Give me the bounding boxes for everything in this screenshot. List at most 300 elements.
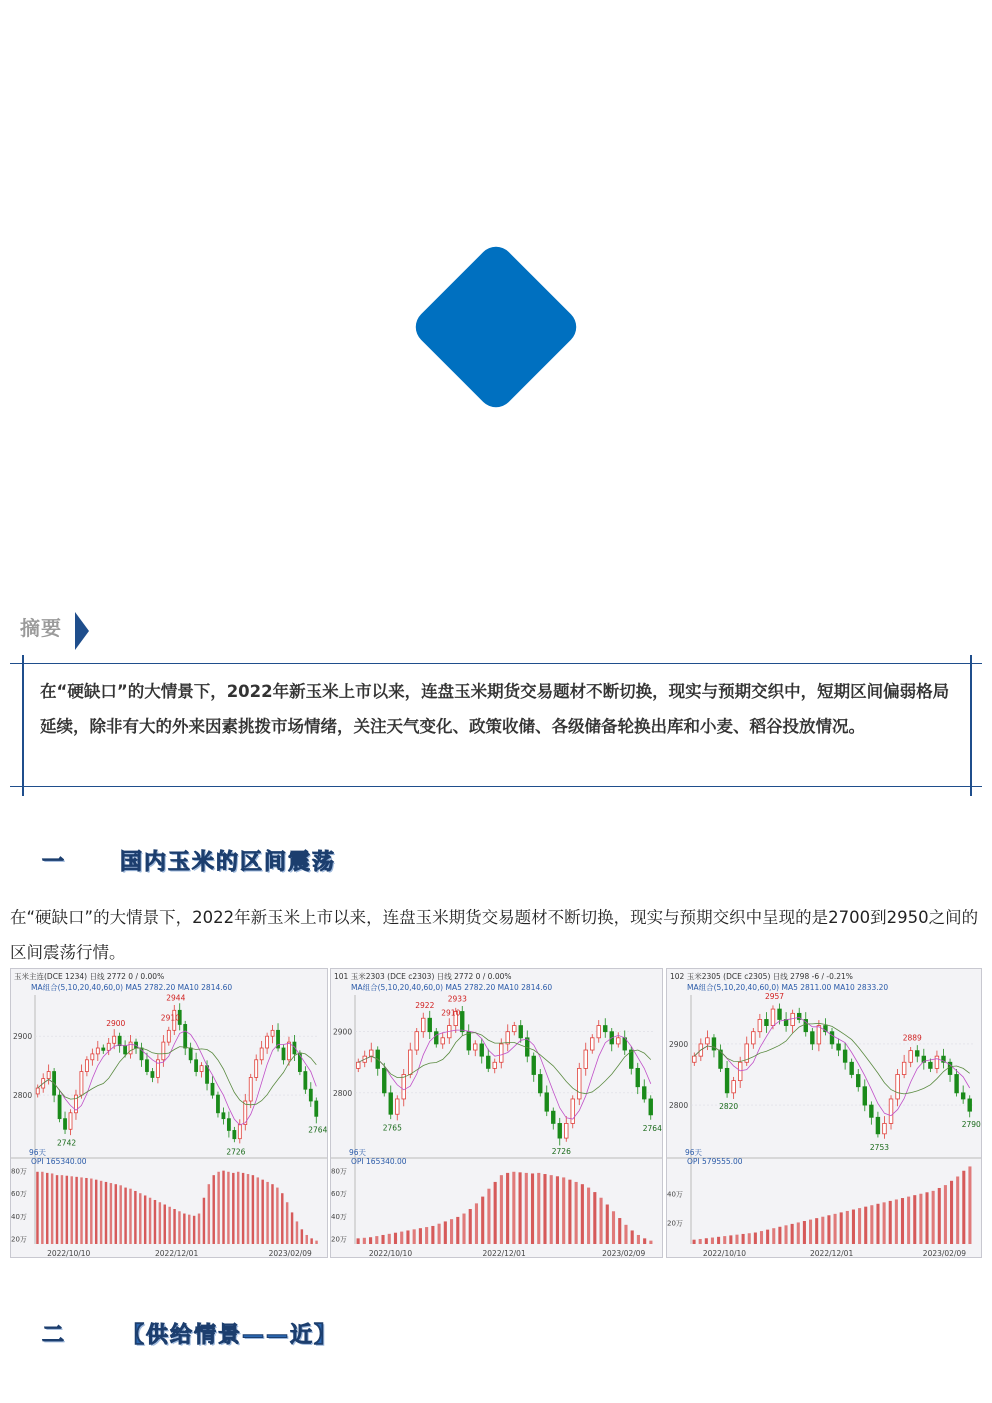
- candle-body: [58, 1095, 61, 1119]
- chart-annotation: 2765: [382, 1123, 402, 1133]
- chart-annotation: 2742: [57, 1138, 77, 1148]
- oi-bar: [100, 1181, 102, 1244]
- oi-bar: [375, 1236, 378, 1244]
- chart-annotation: 2726: [551, 1147, 571, 1157]
- candle-body: [36, 1088, 39, 1094]
- oi-bar: [643, 1238, 646, 1244]
- oi-bar: [400, 1232, 403, 1244]
- candle-body: [584, 1050, 588, 1068]
- oi-bar: [705, 1238, 708, 1244]
- candlestick-chart-main: [11, 969, 328, 1258]
- oi-bar: [315, 1241, 317, 1244]
- chart-ma-legend: MA组合(5,10,20,40,60,0) MA5 2811.00 MA10 2833.20: [687, 983, 889, 992]
- oi-bar: [537, 1173, 540, 1244]
- oi-bar: [612, 1211, 615, 1244]
- oi-bar: [748, 1233, 751, 1244]
- oi-bar: [129, 1189, 131, 1244]
- chart-annotation: 2726: [226, 1147, 246, 1157]
- chart-x-tick: 2022/12/01: [482, 1249, 526, 1258]
- chart-annotation: 2933: [447, 994, 467, 1004]
- oi-bar: [834, 1214, 837, 1244]
- ma-line: [38, 1031, 317, 1125]
- candle-body: [649, 1099, 653, 1115]
- candle-body: [107, 1043, 110, 1050]
- candle-body: [876, 1117, 880, 1134]
- oi-bar: [456, 1217, 459, 1244]
- candle-body: [968, 1099, 972, 1111]
- candle-body: [856, 1075, 860, 1087]
- candle-body: [69, 1113, 72, 1129]
- candle-body: [184, 1024, 187, 1048]
- candle-body: [434, 1032, 438, 1044]
- oi-bar: [944, 1185, 947, 1244]
- candle-body: [706, 1038, 710, 1044]
- oi-bar: [394, 1233, 397, 1244]
- oi-bar: [649, 1241, 652, 1244]
- oi-bar: [61, 1175, 63, 1244]
- candle-body: [145, 1060, 148, 1072]
- chevron-right-icon: [74, 611, 90, 651]
- chart-panel-2303: [330, 968, 663, 1258]
- candle-body: [473, 1044, 477, 1050]
- candle-body: [955, 1075, 959, 1093]
- oi-bar: [907, 1197, 910, 1244]
- chart-oi-tick: 20万: [331, 1235, 347, 1244]
- chart-y-tick: 2900: [13, 1032, 33, 1042]
- candle-body: [287, 1042, 290, 1060]
- oi-bar: [864, 1207, 867, 1244]
- candle-body: [883, 1123, 887, 1133]
- candle-body: [499, 1044, 503, 1062]
- candle-body: [532, 1056, 536, 1074]
- candle-body: [356, 1062, 360, 1068]
- candle-body: [843, 1050, 847, 1062]
- oi-bar: [575, 1182, 578, 1244]
- abstract-title: 摘要: [20, 616, 62, 640]
- oi-bar: [784, 1225, 787, 1244]
- oi-bar: [821, 1217, 824, 1244]
- oi-bar: [271, 1184, 273, 1244]
- oi-bar: [154, 1200, 156, 1244]
- oi-bar: [760, 1231, 763, 1244]
- oi-bar: [968, 1166, 971, 1244]
- oi-bar: [803, 1221, 806, 1244]
- oi-bar: [797, 1222, 800, 1244]
- oi-bar: [587, 1188, 590, 1244]
- oi-bar: [144, 1195, 146, 1244]
- oi-bar: [618, 1218, 621, 1244]
- candle-body: [577, 1068, 581, 1099]
- chart-days-label: 96天: [685, 1148, 703, 1157]
- candle-body: [837, 1044, 841, 1050]
- oi-bar: [550, 1175, 553, 1244]
- candle-body: [402, 1075, 406, 1099]
- candle-body: [896, 1075, 900, 1099]
- candle-body: [118, 1036, 121, 1045]
- oi-bar: [369, 1237, 372, 1244]
- section-2-number: 二: [42, 1323, 67, 1348]
- chart-y-tick: 2800: [669, 1101, 689, 1111]
- candle-body: [96, 1048, 99, 1054]
- oi-bar: [266, 1182, 268, 1244]
- candle-body: [415, 1032, 419, 1050]
- candle-body: [315, 1101, 318, 1116]
- candle-body: [480, 1044, 484, 1056]
- chart-indicator-label: OPI 579555.00: [687, 1157, 743, 1166]
- oi-bar: [531, 1173, 534, 1244]
- candle-body: [238, 1125, 241, 1139]
- oi-bar: [242, 1173, 244, 1244]
- oi-bar: [778, 1227, 781, 1244]
- candle-body: [102, 1048, 105, 1050]
- chart-x-tick: 2023/02/09: [268, 1249, 312, 1258]
- oi-bar: [159, 1202, 161, 1244]
- oi-bar: [925, 1192, 928, 1244]
- oi-bar: [173, 1209, 175, 1244]
- oi-bar: [487, 1189, 490, 1244]
- chart-oi-tick: 60万: [331, 1190, 347, 1199]
- candle-body: [929, 1062, 933, 1068]
- candle-body: [389, 1093, 393, 1114]
- chart-x-tick: 2023/02/09: [922, 1249, 967, 1258]
- candle-body: [249, 1077, 252, 1101]
- candle-body: [915, 1051, 919, 1057]
- candle-body: [113, 1036, 116, 1043]
- candle-body: [902, 1062, 906, 1074]
- oi-bar: [956, 1176, 959, 1244]
- oi-bar: [286, 1202, 288, 1244]
- chart-oi-tick: 20万: [11, 1235, 27, 1244]
- candlestick-chart-2305: [667, 969, 982, 1258]
- candle-body: [811, 1032, 815, 1044]
- oi-bar: [876, 1204, 879, 1244]
- candle-body: [512, 1026, 516, 1032]
- candle-body: [124, 1046, 127, 1054]
- oi-bar: [56, 1175, 58, 1244]
- section-1-title: 国内玉米的区间震荡: [120, 850, 337, 875]
- oi-bar: [599, 1198, 602, 1244]
- candle-body: [538, 1075, 542, 1093]
- candle-body: [765, 1019, 769, 1025]
- oi-bar: [729, 1235, 732, 1244]
- candle-body: [603, 1026, 607, 1032]
- candle-body: [778, 1009, 782, 1019]
- candle-body: [738, 1062, 742, 1080]
- oi-bar: [735, 1235, 738, 1244]
- oi-bar: [711, 1238, 714, 1244]
- oi-bar: [105, 1182, 107, 1244]
- oi-bar: [889, 1201, 892, 1244]
- candle-body: [817, 1026, 821, 1044]
- candle-body: [266, 1036, 269, 1048]
- chart-annotation: 2900: [106, 1019, 126, 1029]
- oi-bar: [237, 1172, 239, 1244]
- oi-bar: [593, 1192, 596, 1244]
- chart-indicator-label: OPI 165340.00: [31, 1157, 87, 1166]
- oi-bar: [213, 1175, 215, 1244]
- candle-body: [282, 1048, 285, 1060]
- oi-bar: [119, 1185, 121, 1244]
- oi-bar: [247, 1174, 249, 1244]
- chart-oi-tick: 60万: [11, 1190, 27, 1199]
- oi-bar: [257, 1177, 259, 1244]
- candle-body: [80, 1072, 83, 1096]
- candle-body: [167, 1030, 170, 1042]
- oi-bar: [883, 1202, 886, 1244]
- candle-body: [791, 1013, 795, 1025]
- candle-body: [195, 1060, 198, 1072]
- candle-body: [151, 1072, 154, 1078]
- chart-oi-tick: 40万: [667, 1190, 683, 1199]
- candle-body: [200, 1066, 203, 1072]
- section-2-title: 【供给情景——近】: [122, 1323, 339, 1348]
- oi-bar: [41, 1172, 43, 1244]
- oi-bar: [134, 1191, 136, 1244]
- oi-bar: [95, 1180, 97, 1244]
- logo-diamond: [408, 239, 583, 414]
- oi-bar: [75, 1177, 77, 1244]
- abstract-text: 在“硬缺口”的大情景下，2022年新玉米上市以来，连盘玉米期货交易题材不断切换，现实与预期交织中，短期区间偏弱格局延续，除非有大的外来因素挑拨市场情绪，关注天气变化、政策收储、各级储备轮换出库和小麦、稻谷投放情况。: [40, 682, 950, 736]
- oi-bar: [624, 1225, 627, 1244]
- candle-body: [304, 1072, 307, 1090]
- oi-bar: [413, 1229, 416, 1244]
- oi-bar: [962, 1171, 965, 1244]
- oi-bar: [693, 1240, 696, 1244]
- oi-bar: [168, 1207, 170, 1244]
- oi-bar: [66, 1176, 68, 1244]
- oi-bar: [363, 1238, 366, 1244]
- candle-body: [558, 1123, 562, 1138]
- chart-annotation: 2922: [415, 1001, 435, 1011]
- oi-bar: [291, 1212, 293, 1244]
- candle-body: [519, 1026, 523, 1038]
- oi-bar: [717, 1237, 720, 1244]
- oi-bar: [419, 1228, 422, 1244]
- chart-annotation: 2944: [166, 993, 186, 1003]
- oi-bar: [198, 1214, 200, 1244]
- candle-body: [889, 1099, 893, 1123]
- chart-annotation: 2790: [961, 1120, 981, 1130]
- chart-header: 102 玉米2305 (DCE c2305) 日线 2798 -6 / -0.21%: [670, 972, 853, 981]
- oi-bar: [381, 1235, 384, 1244]
- candle-body: [725, 1068, 729, 1092]
- oi-bar: [512, 1172, 515, 1244]
- oi-bar: [188, 1215, 190, 1244]
- candle-body: [64, 1119, 67, 1130]
- candle-body: [233, 1130, 236, 1138]
- chart-x-tick: 2022/12/01: [155, 1249, 199, 1258]
- chart-panel-2305: [666, 968, 982, 1258]
- oi-bar: [193, 1216, 195, 1244]
- chart-days-label: 96天: [29, 1148, 47, 1157]
- oi-bar: [36, 1172, 38, 1244]
- oi-bar: [858, 1208, 861, 1244]
- oi-bar: [932, 1191, 935, 1244]
- chart-panel-main: [10, 968, 328, 1258]
- oi-bar: [203, 1198, 205, 1244]
- oi-bar: [110, 1183, 112, 1244]
- oi-bar: [310, 1238, 312, 1244]
- candle-body: [830, 1032, 834, 1044]
- chart-annotation: 2764: [308, 1125, 328, 1135]
- oi-bar: [766, 1230, 769, 1244]
- candle-body: [493, 1062, 497, 1068]
- chart-annotation: 2820: [719, 1101, 739, 1111]
- oi-bar: [827, 1215, 830, 1244]
- oi-bar: [754, 1233, 757, 1244]
- oi-bar: [208, 1184, 210, 1244]
- section-1-paragraph: 在“硬缺口”的大情景下，2022年新玉米上市以来，连盘玉米期货交易题材不断切换，现实与预期交织中呈现的是2700到2950之间的区间震荡行情。: [10, 908, 979, 962]
- candle-body: [545, 1093, 549, 1111]
- oi-bar: [462, 1214, 465, 1244]
- candle-body: [460, 1012, 464, 1032]
- candle-body: [441, 1038, 445, 1044]
- candle-body: [271, 1030, 274, 1036]
- oi-bar: [438, 1224, 441, 1244]
- oi-bar: [71, 1176, 73, 1244]
- chart-annotation: 2910: [441, 1008, 461, 1018]
- chart-y-tick: 2800: [333, 1088, 353, 1098]
- candle-body: [771, 1009, 775, 1026]
- candle-body: [935, 1056, 939, 1068]
- candle-body: [590, 1038, 594, 1050]
- candle-body: [758, 1019, 762, 1031]
- oi-bar: [124, 1188, 126, 1244]
- candle-body: [216, 1095, 219, 1113]
- candle-body: [616, 1038, 620, 1044]
- chart-y-tick: 2800: [13, 1091, 33, 1101]
- candle-body: [642, 1087, 646, 1099]
- oi-bar: [870, 1205, 873, 1244]
- candle-body: [421, 1018, 425, 1031]
- oi-bar: [606, 1205, 609, 1245]
- chart-oi-tick: 40万: [331, 1212, 347, 1221]
- candle-body: [255, 1060, 258, 1078]
- oi-bar: [846, 1211, 849, 1244]
- oi-bar: [406, 1230, 409, 1244]
- oi-bar: [568, 1180, 571, 1244]
- oi-bar: [425, 1227, 428, 1244]
- chart-header: 玉米主连(DCE 1234) 日线 2772 0 / 0.00%: [14, 972, 165, 981]
- oi-bar: [222, 1171, 224, 1244]
- chart-x-tick: 2022/10/10: [702, 1249, 747, 1258]
- oi-bar: [252, 1175, 254, 1244]
- oi-bar: [581, 1184, 584, 1244]
- candle-body: [486, 1056, 490, 1068]
- oi-bar: [723, 1236, 726, 1244]
- chart-annotation: 2957: [764, 992, 785, 1002]
- chart-y-tick: 2900: [333, 1027, 353, 1037]
- oi-bar: [919, 1194, 922, 1244]
- candle-body: [260, 1048, 263, 1060]
- oi-bar: [562, 1177, 565, 1244]
- oi-bar: [51, 1173, 53, 1244]
- oi-bar: [901, 1198, 904, 1244]
- oi-bar: [301, 1229, 303, 1244]
- candle-body: [692, 1056, 696, 1062]
- oi-bar: [139, 1193, 141, 1244]
- candle-body: [85, 1060, 88, 1072]
- chart-header: 101 玉米2303 (DCE c2303) 日线 2772 0 / 0.00%: [334, 972, 512, 981]
- oi-bar: [178, 1211, 180, 1244]
- candle-body: [211, 1083, 214, 1095]
- candle-body: [189, 1048, 192, 1060]
- chart-x-tick: 2022/10/10: [368, 1249, 413, 1258]
- oi-bar: [444, 1221, 447, 1244]
- candle-body: [408, 1050, 412, 1074]
- oi-bar: [90, 1179, 92, 1244]
- candle-body: [309, 1089, 312, 1101]
- chart-ma-legend: MA组合(5,10,20,40,60,0) MA5 2782.20 MA10 2814.60: [31, 983, 233, 992]
- candlestick-chart-2303: [331, 969, 663, 1258]
- candle-body: [551, 1111, 555, 1123]
- oi-bar: [450, 1219, 453, 1244]
- oi-bar: [357, 1238, 360, 1244]
- candle-body: [382, 1068, 386, 1092]
- candle-body: [47, 1072, 50, 1079]
- oi-bar: [895, 1199, 898, 1244]
- candle-body: [597, 1026, 601, 1038]
- candle-body: [564, 1123, 568, 1138]
- oi-bar: [481, 1197, 484, 1244]
- candle-body: [751, 1032, 755, 1044]
- oi-bar: [699, 1239, 702, 1244]
- chart-annotation: 2889: [902, 1033, 922, 1043]
- oi-bar: [809, 1220, 812, 1244]
- oi-bar: [840, 1212, 843, 1244]
- oi-bar: [469, 1209, 472, 1244]
- oi-bar: [791, 1224, 794, 1244]
- candle-body: [850, 1062, 854, 1074]
- oi-bar: [631, 1230, 634, 1244]
- oi-bar: [500, 1175, 503, 1244]
- chart-indicator-label: OPI 165340.00: [351, 1157, 407, 1166]
- oi-bar: [913, 1195, 916, 1244]
- oi-bar: [276, 1188, 278, 1244]
- oi-bar: [183, 1214, 185, 1244]
- oi-bar: [388, 1234, 391, 1244]
- oi-bar: [296, 1221, 298, 1244]
- chart-oi-tick: 40万: [11, 1212, 27, 1221]
- oi-bar: [556, 1176, 559, 1244]
- chart-annotation: 2910: [160, 1013, 180, 1023]
- ma10-line: [38, 1047, 317, 1105]
- chart-x-tick: 2023/02/09: [602, 1249, 646, 1258]
- candle-body: [636, 1068, 640, 1086]
- candle-body: [961, 1093, 965, 1099]
- oi-bar: [475, 1203, 478, 1244]
- chart-days-label: 96天: [349, 1148, 367, 1157]
- candle-body: [395, 1099, 399, 1114]
- oi-bar: [938, 1188, 941, 1244]
- oi-bar: [637, 1235, 640, 1244]
- candle-body: [369, 1050, 373, 1056]
- candle-body: [909, 1051, 913, 1063]
- candle-body: [732, 1081, 736, 1093]
- candle-body: [506, 1032, 510, 1044]
- chart-annotation: 2753: [869, 1142, 890, 1152]
- chart-oi-tick: 20万: [667, 1219, 683, 1228]
- candle-body: [162, 1042, 165, 1060]
- oi-bar: [217, 1172, 219, 1244]
- oi-bar: [772, 1228, 775, 1244]
- oi-bar: [232, 1173, 234, 1244]
- candle-body: [428, 1018, 432, 1031]
- candle-body: [467, 1032, 471, 1050]
- oi-bar: [227, 1172, 229, 1244]
- section-1-number: 一: [42, 850, 67, 875]
- oi-bar: [431, 1226, 434, 1244]
